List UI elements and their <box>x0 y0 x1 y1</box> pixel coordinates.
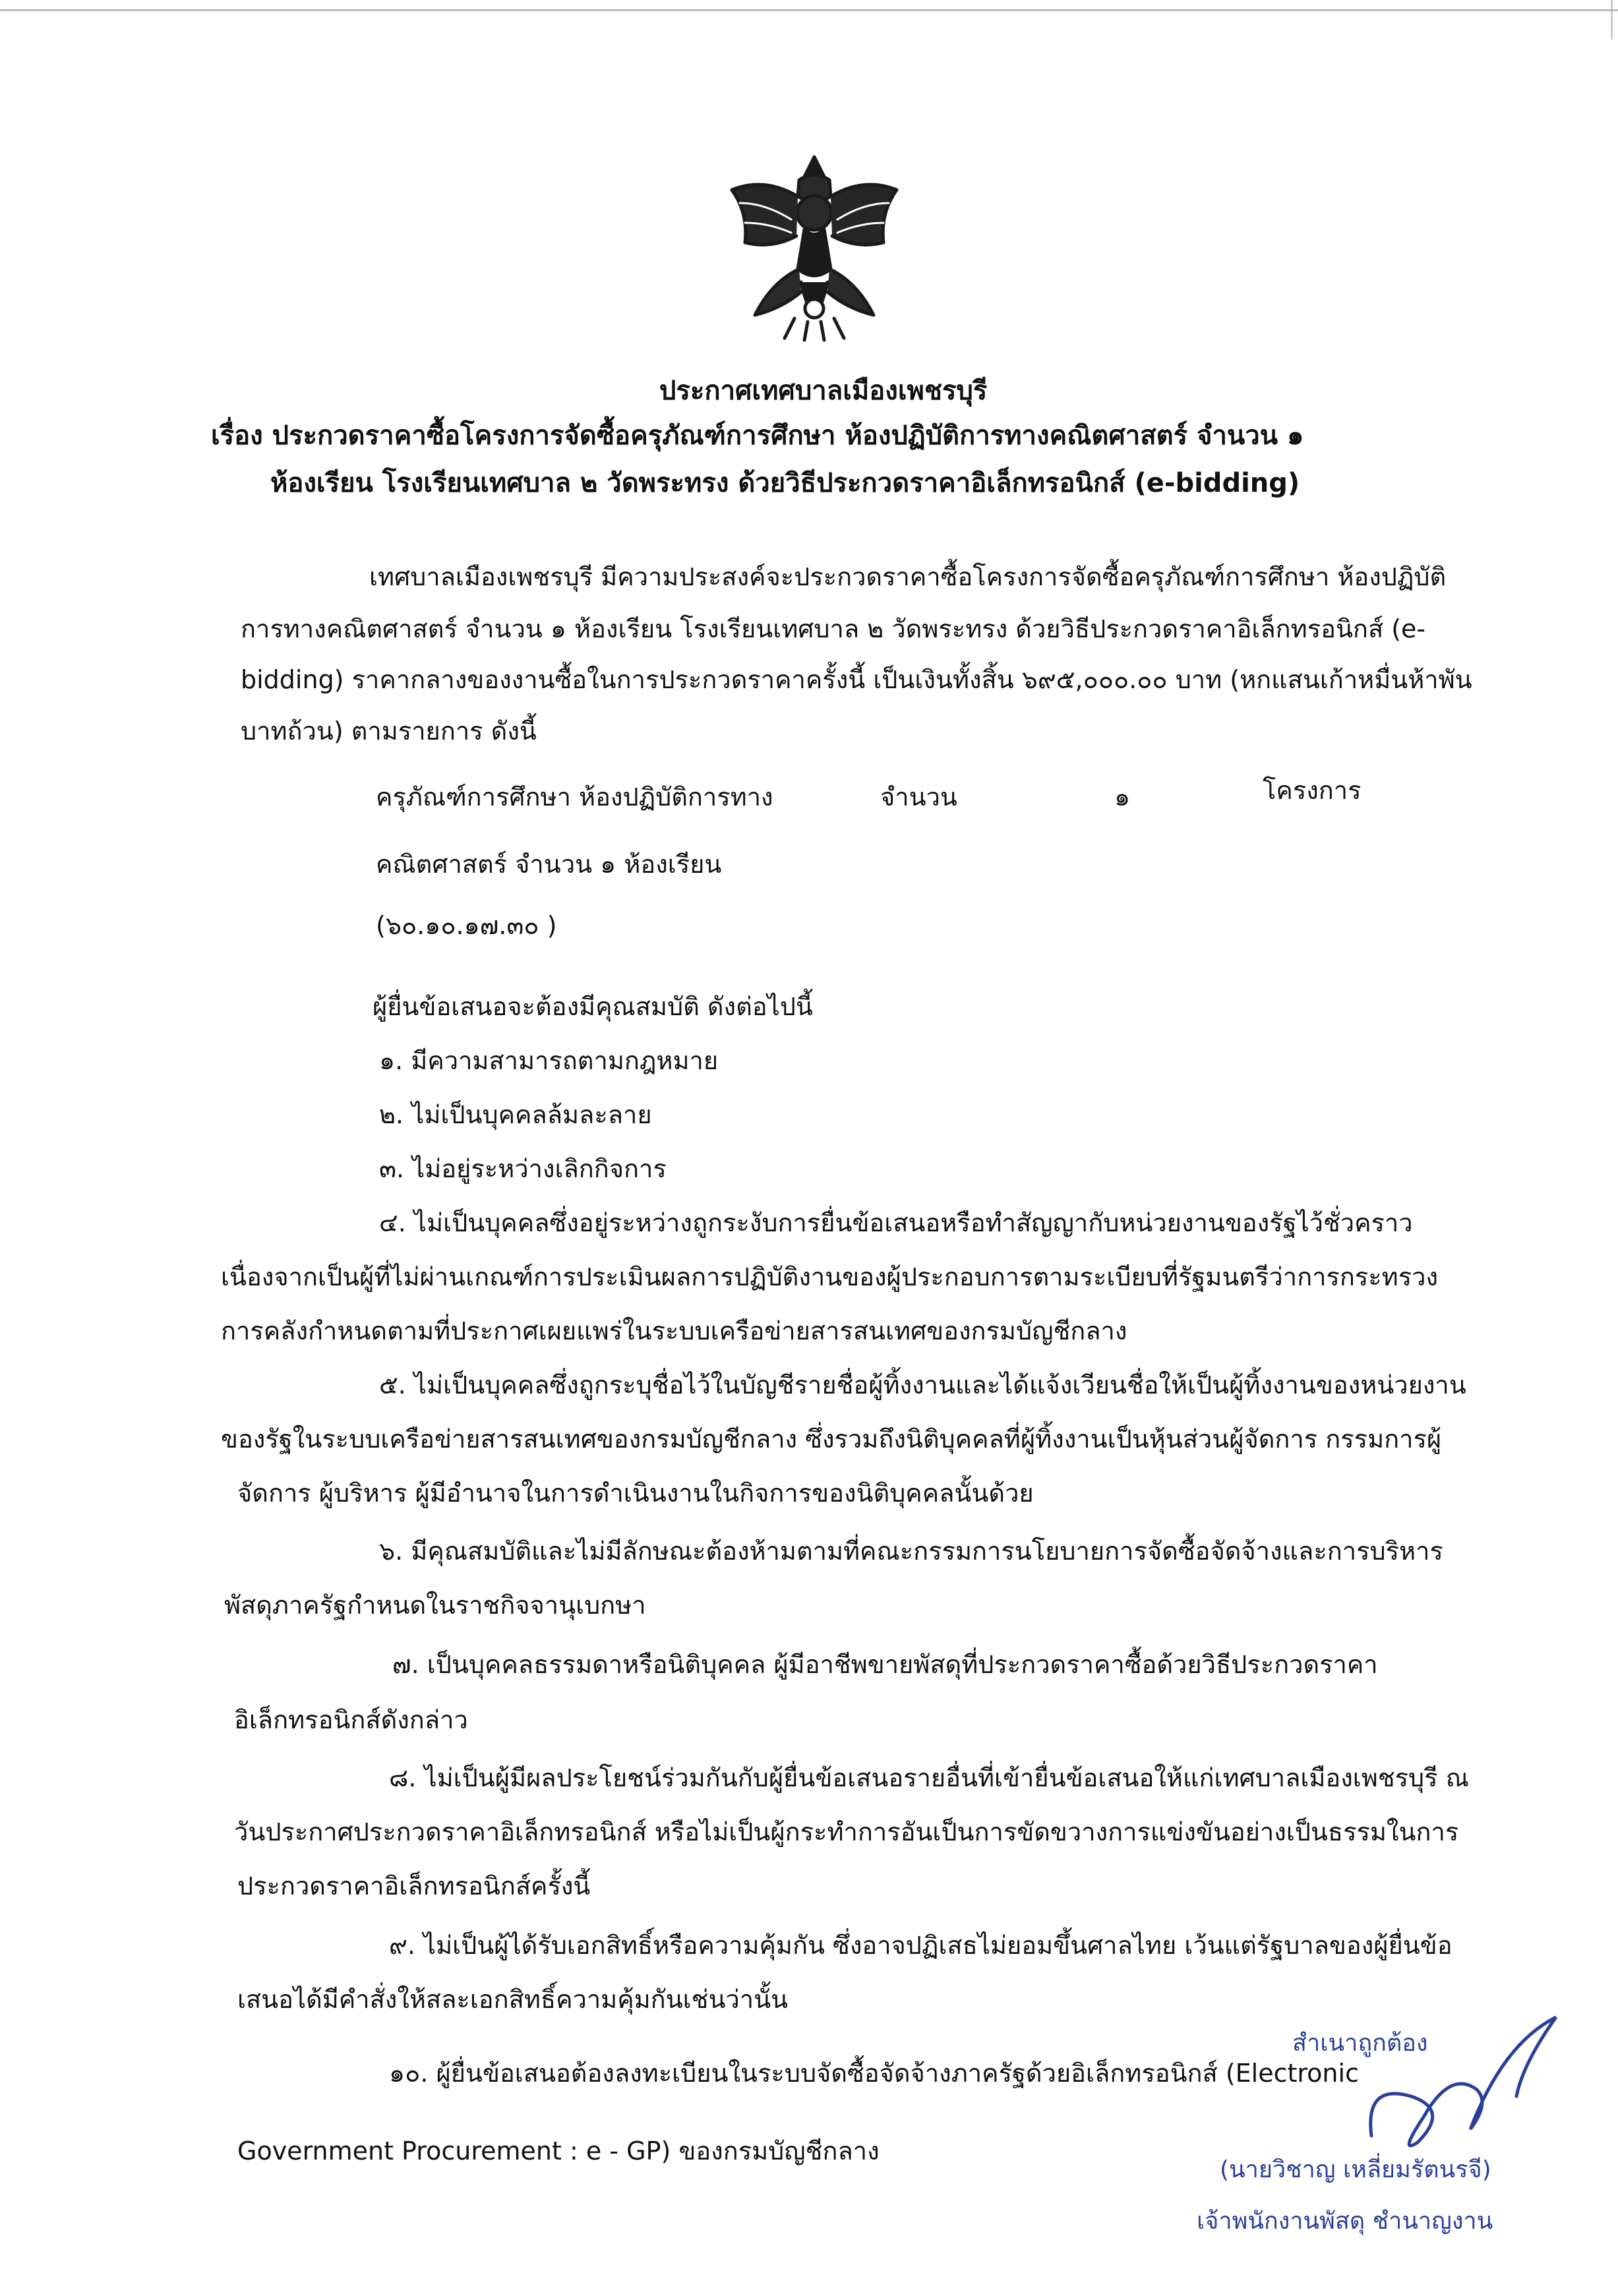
intro-text: บาทถ้วน) ตามรายการ ดังนี้ <box>241 717 537 746</box>
qualification-item: เสนอได้มีคำสั่งให้สละเอกสิทธิ์ความคุ้มกันเช่นว่านั้น <box>237 1985 789 2014</box>
item-name: ครุภัณฑ์การศึกษา ห้องปฏิบัติการทาง <box>376 782 773 811</box>
scan-edge-line <box>0 9 1618 11</box>
item-code: (๖๐.๑๐.๑๗.๓๐ ) <box>376 911 557 940</box>
item-unit: โครงการ <box>1263 776 1362 805</box>
subject-line: เรื่อง ประกวดราคาซื้อโครงการจัดซื้อครุภัณฑ์การศึกษา ห้องปฏิบัติการทางคณิตศาสตร์ จำนวน ๑ <box>211 421 1304 451</box>
certified-copy-stamp: สำเนาถูกต้อง <box>1292 2030 1428 2057</box>
qualification-item: เนื่องจากเป็นผู้ที่ไม่ผ่านเกณฑ์การประเมินผลการปฏิบัติงานของผู้ประกอบการตามระเบียบที่รัฐมนตรีว่าการกระทรวง <box>221 1262 1439 1291</box>
qualification-item: การคลังกำหนดตามที่ประกาศเผยแพร่ในระบบเครือข่ายสารสนเทศของกรมบัญชีกลาง <box>221 1316 1127 1345</box>
item-quantity-value: ๑ <box>1114 782 1131 811</box>
item-name: คณิตศาสตร์ จำนวน ๑ ห้องเรียน <box>376 850 722 879</box>
signer-name: (นายวิชาญ เหลี่ยมรัตนรจี) <box>1220 2156 1491 2183</box>
qualification-item: ๔. ไม่เป็นบุคคลซึ่งอยู่ระหว่างถูกระงับการยื่นข้อเสนอหรือทำสัญญากับหน่วยงานของรัฐไว้ชั่วคราว <box>379 1208 1413 1237</box>
page-title: ประกาศเทศบาลเมืองเพชรบุรี <box>659 376 988 406</box>
garuda-emblem-icon <box>725 150 903 345</box>
qualification-item: ๑๐. ผู้ยื่นข้อเสนอต้องลงทะเบียนในระบบจัดซื้อจัดจ้างภาครัฐด้วยอิเล็กทรอนิกส์ (Electronic <box>389 2059 1359 2088</box>
item-quantity-label: จำนวน <box>880 782 957 811</box>
qualification-item: ๙. ไม่เป็นผู้ได้รับเอกสิทธิ์หรือความคุ้มกัน ซึ่งอาจปฏิเสธไม่ยอมขึ้นศาลไทย เว้นแต่รัฐบาลของผู้ยื่นข้อ <box>389 1931 1453 1960</box>
qualification-item: ๓. ไม่อยู่ระหว่างเลิกกิจการ <box>379 1154 667 1183</box>
qualification-item: จัดการ ผู้บริหาร ผู้มีอำนาจในการดำเนินงานในกิจการของนิติบุคคลนั้นด้วย <box>237 1479 1034 1508</box>
intro-text: การทางคณิตศาสตร์ จำนวน ๑ ห้องเรียน โรงเรียนเทศบาล ๒ วัดพระทรง ด้วยวิธีประกวดราคาอิเล็กทรอนิกส์ (e- <box>241 614 1426 643</box>
scan-edge-line-right <box>1611 0 1613 40</box>
intro-text: เทศบาลเมืองเพชรบุรี มีความประสงค์จะประกวดราคาซื้อโครงการจัดซื้อครุภัณฑ์การศึกษา ห้องปฏิบัติ <box>369 562 1447 591</box>
qualification-item: ของรัฐในระบบเครือข่ายสารสนเทศของกรมบัญชีกลาง ซึ่งรวมถึงนิติบุคคลที่ผู้ทิ้งงานเป็นหุ้นส่วนผู้จัดการ กรรมการผู้ <box>221 1425 1442 1454</box>
qualifications-heading: ผู้ยื่นข้อเสนอจะต้องมีคุณสมบัติ ดังต่อไปนี้ <box>373 992 813 1021</box>
qualification-item: อิเล็กทรอนิกส์ดังกล่าว <box>234 1705 468 1734</box>
intro-text: bidding) ราคากลางของงานซื้อในการประกวดราคาครั้งนี้ เป็นเงินทั้งสิ้น ๖๙๕,๐๐๐.๐๐ บาท (หกแสนเก้าหมื่นห้าพัน <box>241 665 1472 694</box>
qualification-item: ๒. ไม่เป็นบุคคลล้มละลาย <box>379 1100 652 1129</box>
signer-position: เจ้าพนักงานพัสดุ ชำนาญงาน <box>1197 2208 1493 2235</box>
qualification-item: ๘. ไม่เป็นผู้มีผลประโยชน์ร่วมกันกับผู้ยื่นข้อเสนอรายอื่นที่เข้ายื่นข้อเสนอให้แก่เทศบาลเมืองเพชรบุรี ณ <box>389 1763 1469 1792</box>
signature-icon <box>1358 2004 1582 2165</box>
qualification-item: ประกวดราคาอิเล็กทรอนิกส์ครั้งนี้ <box>237 1871 591 1900</box>
qualification-item: ๑. มีความสามารถตามกฎหมาย <box>379 1046 719 1075</box>
qualification-item: วันประกาศประกวดราคาอิเล็กทรอนิกส์ หรือไม่เป็นผู้กระทำการอันเป็นการขัดขวางการแข่งขันอย่างเป็นธรรมในการ <box>234 1817 1459 1846</box>
subject-line: ห้องเรียน โรงเรียนเทศบาล ๒ วัดพระทรง ด้วยวิธีประกวดราคาอิเล็กทรอนิกส์ (e-bidding) <box>270 468 1300 498</box>
qualification-item: Government Procurement : e - GP) ของกรมบัญชีกลาง <box>237 2136 880 2165</box>
qualification-item: ๕. ไม่เป็นบุคคลซึ่งถูกระบุชื่อไว้ในบัญชีรายชื่อผู้ทิ้งงานและได้แจ้งเวียนชื่อให้เป็นผู้ทิ้งงานของหน่วยงาน <box>379 1370 1466 1399</box>
qualification-item: ๖. มีคุณสมบัติและไม่มีลักษณะต้องห้ามตามที่คณะกรรมการนโยบายการจัดซื้อจัดจ้างและการบริหาร <box>379 1537 1443 1566</box>
qualification-item: ๗. เป็นบุคคลธรรมดาหรือนิติบุคคล ผู้มีอาชีพขายพัสดุที่ประกวดราคาซื้อด้วยวิธีประกวดราคา <box>392 1650 1378 1679</box>
qualification-item: พัสดุภาครัฐกำหนดในราชกิจจานุเบกษา <box>224 1591 646 1620</box>
